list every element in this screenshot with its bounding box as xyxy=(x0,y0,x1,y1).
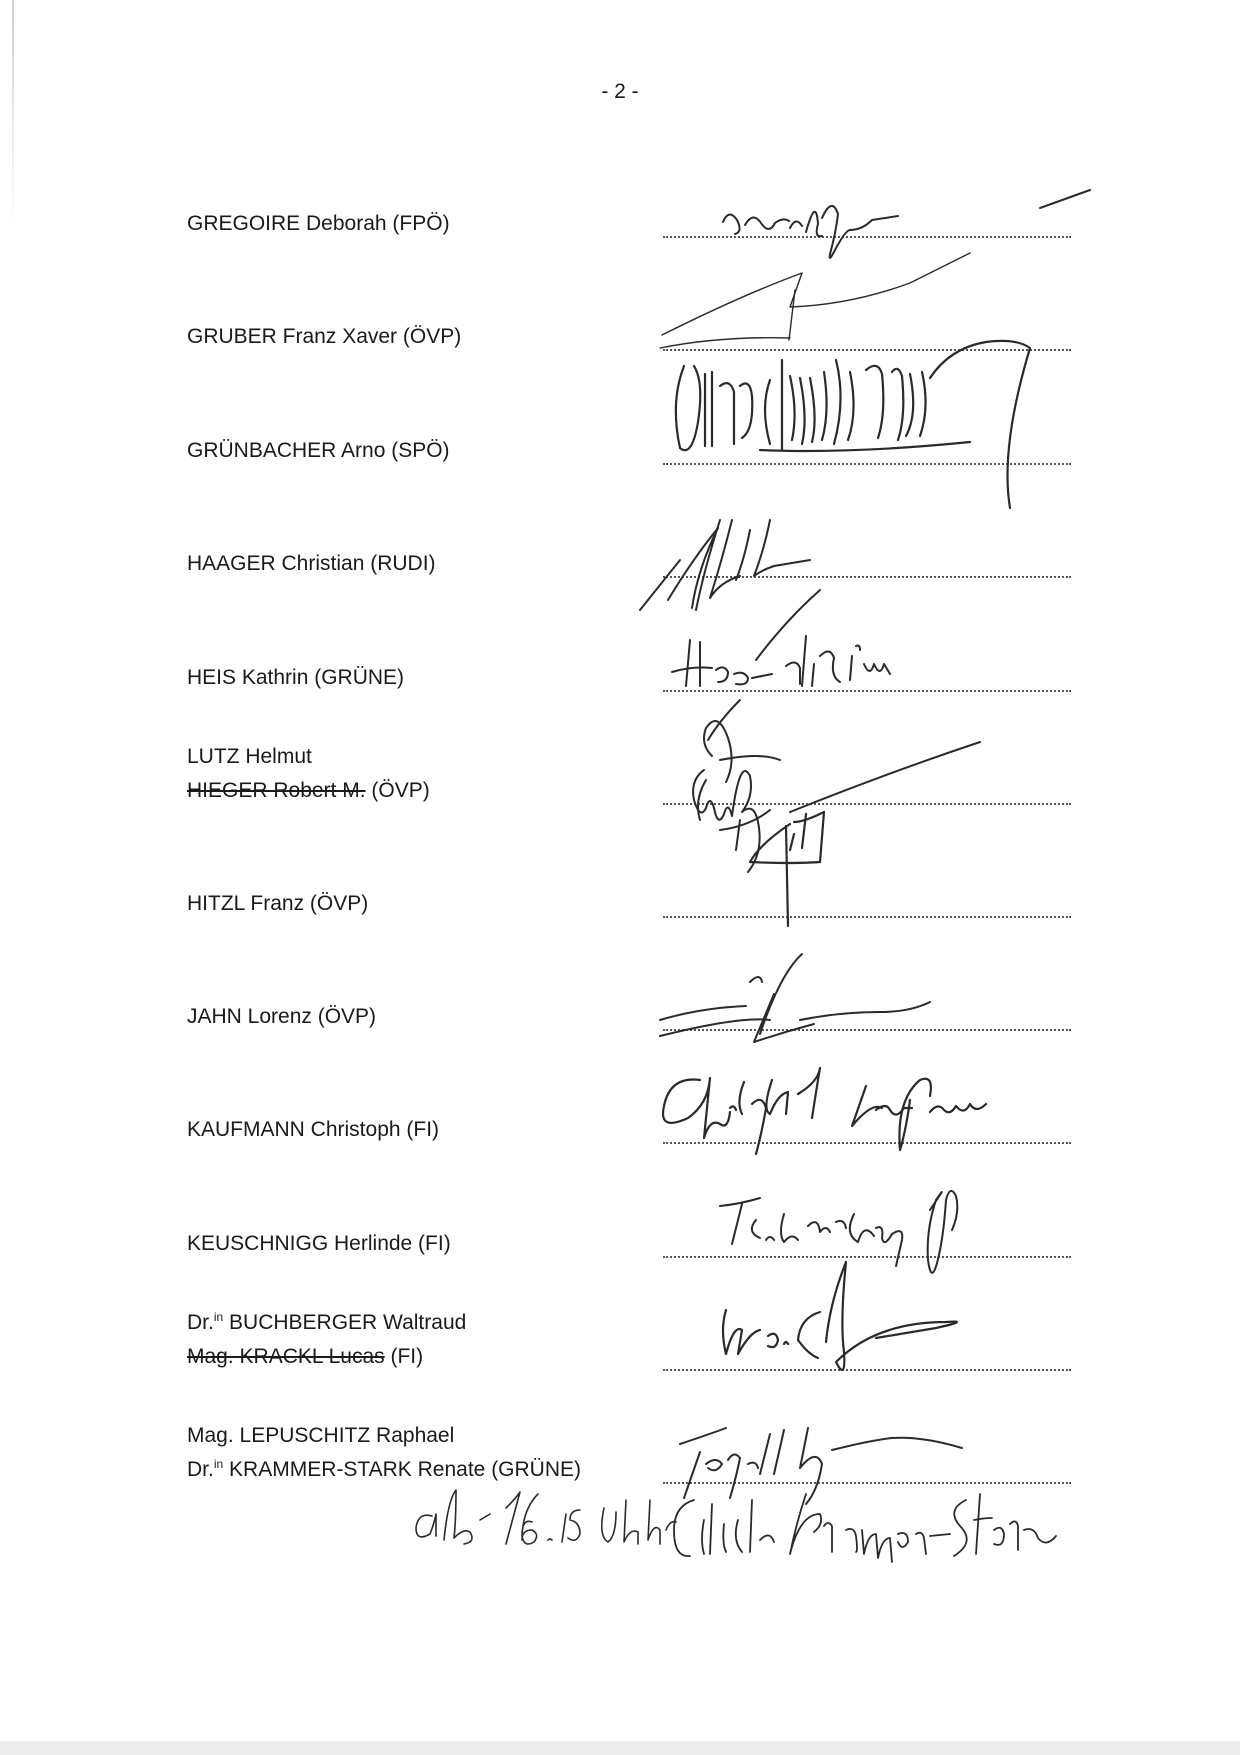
signatory-row xyxy=(187,1306,1187,1374)
struck-name: Mag. KRACKL Lucas xyxy=(187,1345,385,1368)
signatory-name-secondary: Dr.$^{in}$ KRAMMER-STARK Renate (GRÜNE) xyxy=(187,1457,582,1481)
signatory-row xyxy=(187,1419,1187,1487)
handwritten-note xyxy=(416,1490,676,1544)
signatory-name: JAHN Lorenz (ÖVP) xyxy=(187,1005,377,1028)
signatory-name: GRUBER Franz Xaver (ÖVP) xyxy=(187,325,462,348)
signatory-name: KEUSCHNIGG Herlinde (FI) xyxy=(187,1232,451,1255)
signature-line xyxy=(663,349,1071,351)
signature-line xyxy=(663,1256,1071,1258)
signature-line xyxy=(663,1482,1071,1484)
signature-krammer-stark xyxy=(674,1494,1056,1562)
signature-haager xyxy=(640,520,820,660)
page-bottom-edge xyxy=(0,1741,1240,1755)
signatory-row xyxy=(187,740,1187,808)
signatory-name: HAAGER Christian (RUDI) xyxy=(187,552,436,575)
signatory-name: Dr.$^{in}$ BUCHBERGER Waltraud xyxy=(187,1310,467,1334)
signatory-name: LUTZ Helmut xyxy=(187,745,312,768)
signature-line xyxy=(663,690,1071,692)
signatory-name: HEIS Kathrin (GRÜNE) xyxy=(187,666,405,689)
signature-line xyxy=(663,463,1071,465)
signature-gruenbacher xyxy=(676,341,1030,508)
party: (ÖVP) xyxy=(365,779,430,802)
signature-line xyxy=(663,1142,1071,1144)
signature-line xyxy=(663,1369,1071,1371)
party: (FI) xyxy=(384,1345,424,1368)
signature-line xyxy=(663,236,1071,238)
signatory-name: Mag. LEPUSCHITZ Raphael xyxy=(187,1424,455,1447)
signatory-name: GRÜNBACHER Arno (SPÖ) xyxy=(187,439,450,462)
signature-line xyxy=(663,803,1071,805)
signature-line xyxy=(663,576,1071,578)
page-number: - 2 - xyxy=(601,80,639,103)
signatory-name: GREGOIRE Deborah (FPÖ) xyxy=(187,212,450,235)
signature-line xyxy=(663,1029,1071,1031)
struck-name: HIEGER Robert M. xyxy=(187,779,366,802)
page-edge-shadow xyxy=(12,0,14,230)
signatory-name: KAUFMANN Christoph (FI) xyxy=(187,1118,440,1141)
signature-line xyxy=(663,916,1071,918)
signatory-name: HITZL Franz (ÖVP) xyxy=(187,892,369,915)
